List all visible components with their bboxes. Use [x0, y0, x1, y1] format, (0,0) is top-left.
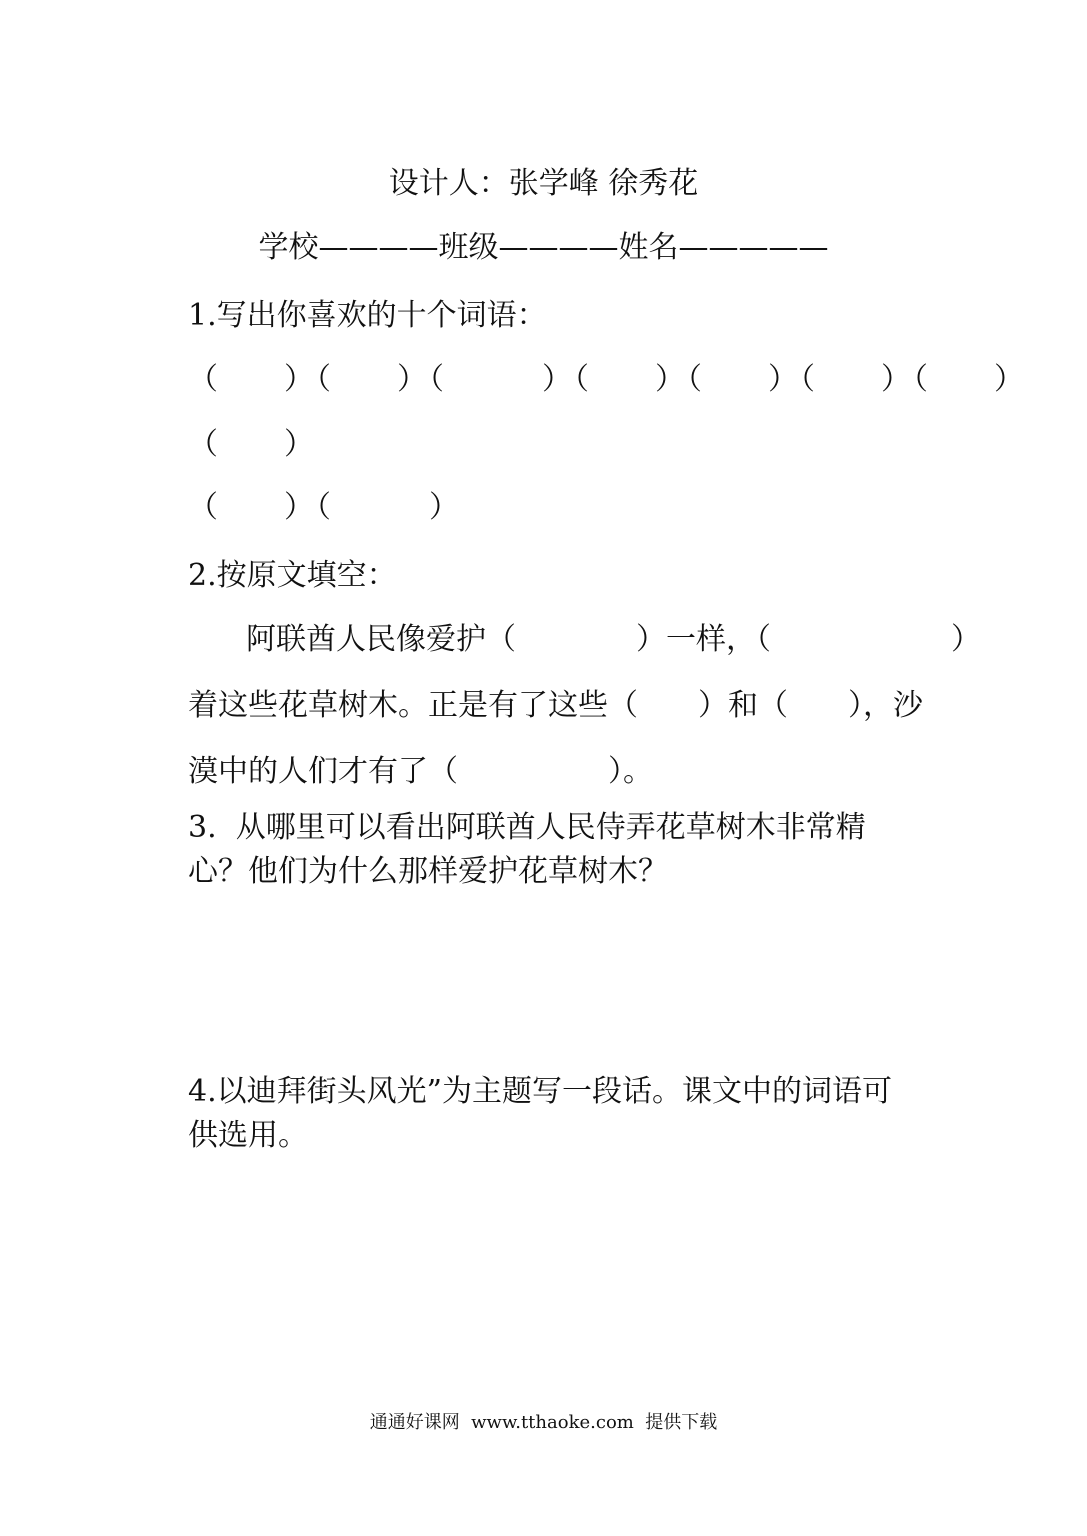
question-4-line-1: 4.以迪拜街头风光”为主题写一段话。课文中的词语可: [188, 1074, 892, 1109]
question-3-line-1: 3. 从哪里可以看出阿联酋人民侍弄花草树木非常精: [188, 810, 866, 845]
designer-line: 设计人：张学峰 徐秀花: [388, 166, 699, 201]
question-1-blanks-row-2: （ ）: [188, 427, 316, 462]
school-class-name-line: 学校————班级————姓名—————: [258, 230, 829, 265]
question-2-prompt: 2.按原文填空：: [188, 558, 397, 593]
question-4-line-2: 供选用。: [188, 1118, 308, 1153]
question-2-line-3: 漠中的人们才有了（ ）。: [188, 754, 653, 789]
question-1-blanks-row-3: （ ）（ ）: [188, 490, 461, 525]
question-2-line-2: 着这些花草树木。正是有了这些（ ）和（ ），沙: [188, 688, 923, 723]
question-2-line-1: 阿联酋人民像爱护（ ）一样，（ ）: [246, 622, 981, 657]
footer-credit: 通通好课网 www.tthaoke.com 提供下载: [369, 1412, 718, 1433]
question-1-prompt: 1.写出你喜欢的十个词语：: [188, 298, 547, 333]
question-1-blanks-row-1: （ ）（ ）（ ）（ ）（ ）（ ）（ ）: [188, 362, 1026, 397]
question-3-line-2: 心？他们为什么那样爱护花草树木？: [188, 854, 668, 889]
